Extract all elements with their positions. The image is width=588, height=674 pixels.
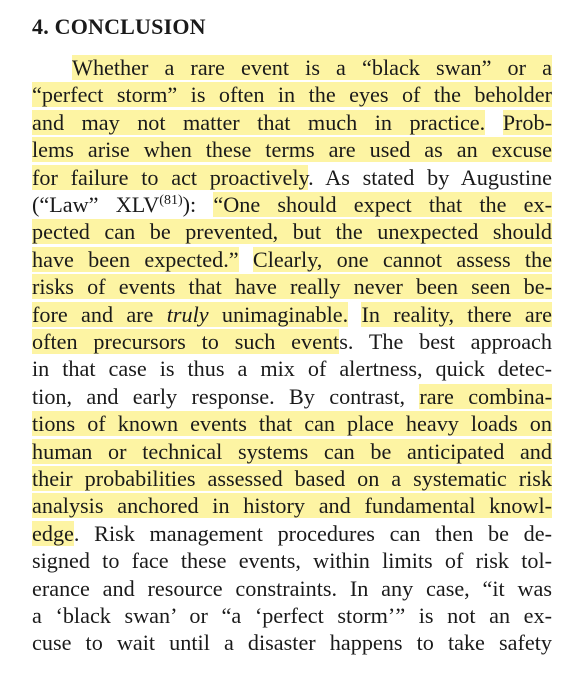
highlighted-text: analysis anchored in history and fundamental knowl- — [32, 493, 552, 519]
highlighted-text: and may not matter that much in practice. — [32, 109, 486, 135]
text-line — [32, 355, 552, 382]
highlighted-text: Clearly, one cannot assess the — [252, 246, 552, 272]
text-line — [32, 410, 552, 437]
text-span — [485, 110, 502, 135]
highlighted-text: truly — [166, 301, 209, 327]
text-line — [32, 246, 552, 273]
text-line — [72, 54, 552, 81]
text-span: s. The best approach — [339, 329, 552, 354]
highlighted-text: tions of known events that can place heavy loads on — [32, 411, 552, 437]
text-line — [32, 520, 552, 547]
text-span: cuse to wait until a disaster happens to take safety — [32, 630, 552, 656]
text-span: a ‘black swan’ or “a ‘perfect storm’” is not an ex- — [32, 603, 552, 628]
highlighted-text: lems arise when these terms are used as an excuse — [32, 137, 552, 163]
text-line — [32, 301, 552, 328]
highlighted-text: In reality, there are — [361, 301, 552, 327]
highlighted-text: “perfect storm” is often in the eyes of the beholder — [32, 82, 552, 108]
highlighted-text: for failure to act proactively — [32, 164, 309, 190]
text-line — [32, 465, 552, 492]
text-line — [32, 109, 552, 136]
highlighted-text: fore and are — [32, 301, 167, 327]
text-span: (81) — [159, 193, 183, 208]
highlighted-text: Whether a rare event is a “black swan” or a — [72, 55, 552, 80]
text-line — [32, 191, 552, 218]
text-span — [348, 302, 361, 327]
text-line — [32, 218, 552, 245]
text-line — [32, 438, 552, 465]
section-heading: 4. CONCLUSION — [32, 14, 206, 39]
highlighted-text: risks of events that have really never been seen be- — [32, 274, 552, 300]
highlighted-text: Prob- — [502, 109, 552, 135]
text-line — [32, 136, 552, 163]
highlighted-text: edge — [32, 520, 74, 546]
highlighted-text: have been expected.” — [32, 246, 239, 272]
text-span: . Risk management procedures can then be de- — [73, 520, 552, 546]
text-span: (“Law” XLV — [32, 192, 160, 217]
text-span: ): — [182, 192, 214, 217]
text-line — [32, 492, 552, 519]
text-line — [32, 602, 552, 629]
highlighted-text: their probabilities assessed based on a systematic risk — [32, 466, 552, 491]
text-line — [32, 328, 552, 355]
text-line — [32, 383, 552, 410]
text-span: . As stated by Augustine — [308, 164, 552, 190]
text-line — [32, 575, 552, 602]
highlighted-text: unimaginable. — [208, 301, 349, 327]
text-line — [32, 164, 552, 191]
text-line — [32, 81, 552, 108]
text-span: erance and resource constraints. In any case, “it was — [32, 575, 552, 601]
highlighted-text: human or technical systems can be anticipated and — [32, 438, 552, 464]
text-line — [32, 547, 552, 574]
highlighted-text: “One should expect that the ex- — [213, 192, 552, 217]
highlighted-text: pected can be prevented, but the unexpected should — [32, 219, 552, 245]
text-span: tion, and early response. By contrast, — [32, 383, 420, 409]
text-line — [32, 629, 552, 656]
text-line — [32, 273, 552, 300]
text-span: signed to face these events, within limits of risk tol- — [32, 548, 552, 574]
highlighted-text: often precursors to such event — [32, 329, 340, 354]
highlighted-text: rare combina- — [419, 383, 552, 409]
text-span — [239, 247, 253, 272]
text-span: in that case is thus a mix of alertness, quick detec- — [32, 356, 552, 382]
